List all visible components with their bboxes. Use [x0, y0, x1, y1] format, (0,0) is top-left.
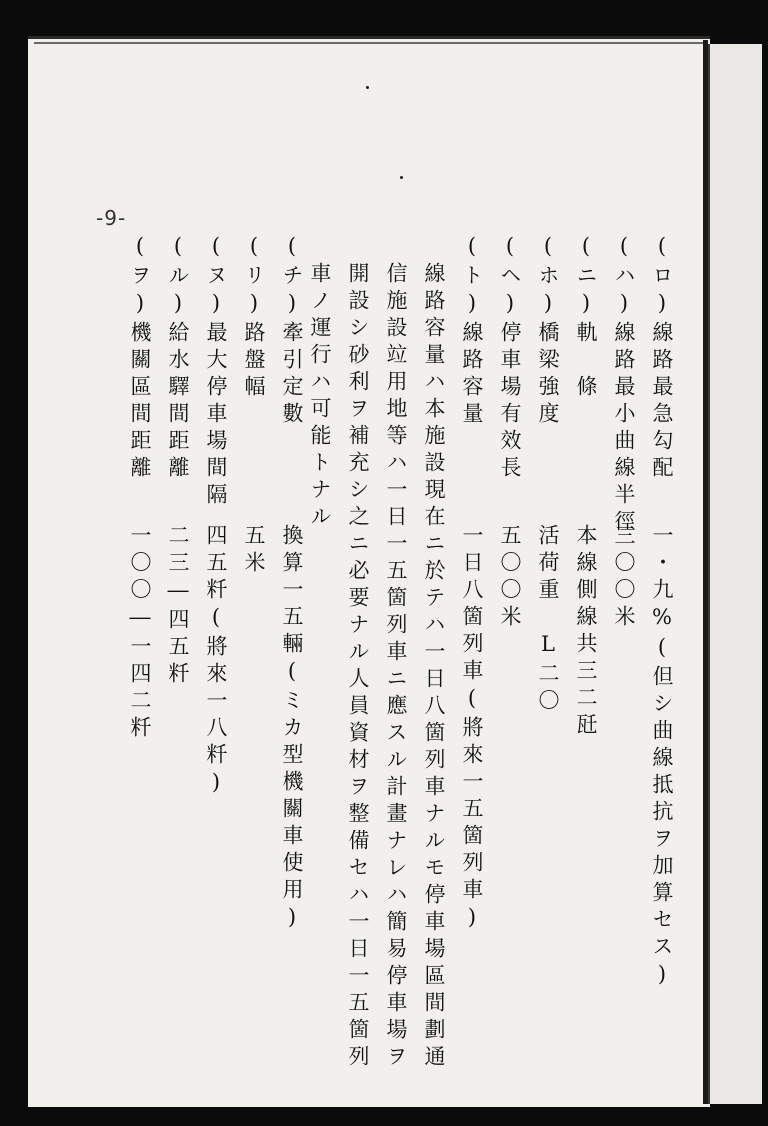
spec-value: 五〇〇米	[498, 524, 522, 632]
spec-label: (ヌ)最大停車場間隔	[204, 234, 228, 510]
spec-label: (ト)線路容量	[460, 234, 484, 429]
spec-label: (ヲ)機關區間距離	[128, 234, 152, 483]
spec-column-station-interval	[202, 234, 230, 800]
spec-column-water-station-distance	[164, 234, 192, 689]
spec-column-bridge-strength	[534, 234, 562, 716]
spec-column-max-gradient	[648, 234, 676, 992]
spec-column-min-curve-radius	[610, 234, 638, 632]
spec-label: (ニ)軌 條	[574, 234, 598, 402]
spec-value: 二三―四五粁	[166, 524, 190, 689]
body-text-line: 線路容量ハ本施設現在ニ於テハ一日八箇列車ナルモ停車場區間劃通	[422, 262, 446, 1072]
spec-label: (ハ)線路最小曲線半徑	[612, 234, 636, 537]
spec-value: 一日八箇列車(將來一五箇列車)	[460, 524, 484, 935]
spec-label: (リ)路盤幅	[242, 234, 266, 402]
spec-value: 四五粁(將來一八粁)	[204, 524, 228, 800]
body-text-line: 信施設竝用地等ハ一日一五箇列車ニ應スル計畫ナレハ簡易停車場ヲ	[384, 262, 408, 1072]
spec-column-roadbed-width	[240, 234, 268, 578]
spec-label: (ホ)橋梁強度	[536, 234, 560, 429]
body-text-line: 車ノ運行ハ可能トナル	[308, 262, 332, 532]
spec-value: 一〇〇―一四二粁	[128, 524, 152, 743]
spec-column-rail	[572, 234, 600, 740]
spec-value: 五米	[242, 524, 266, 578]
spec-column-depot-distance	[126, 234, 154, 743]
speck	[400, 176, 403, 179]
adjacent-page	[708, 44, 762, 1104]
spec-value: 換算一五輛(ミカ型機關車使用)	[280, 524, 304, 935]
spec-column-station-length	[496, 234, 524, 632]
spec-value: 三〇〇米	[612, 524, 636, 632]
page-number: -9-	[96, 206, 127, 230]
page-top-rule	[34, 42, 704, 44]
spec-label: (ロ)線路最急勾配	[650, 234, 674, 483]
spec-value: 活荷重 L二〇	[536, 524, 560, 716]
spec-label: (チ)牽引定數	[280, 234, 304, 429]
spec-column-traction	[278, 234, 306, 935]
speck	[366, 86, 369, 89]
spec-value: 本線側線共三二瓩	[574, 524, 598, 740]
spec-label: (ヘ)停車場有效長	[498, 234, 522, 483]
body-text-line: 開設シ砂利ヲ補充シ之ニ必要ナル人員資材ヲ整備セハ一日一五箇列	[346, 262, 370, 1072]
spec-label: (ル)給水驛間距離	[166, 234, 190, 483]
spec-column-line-capacity	[458, 234, 486, 935]
spec-value: 一・九%(但シ曲線抵抗ヲ加算セス)	[650, 524, 674, 992]
